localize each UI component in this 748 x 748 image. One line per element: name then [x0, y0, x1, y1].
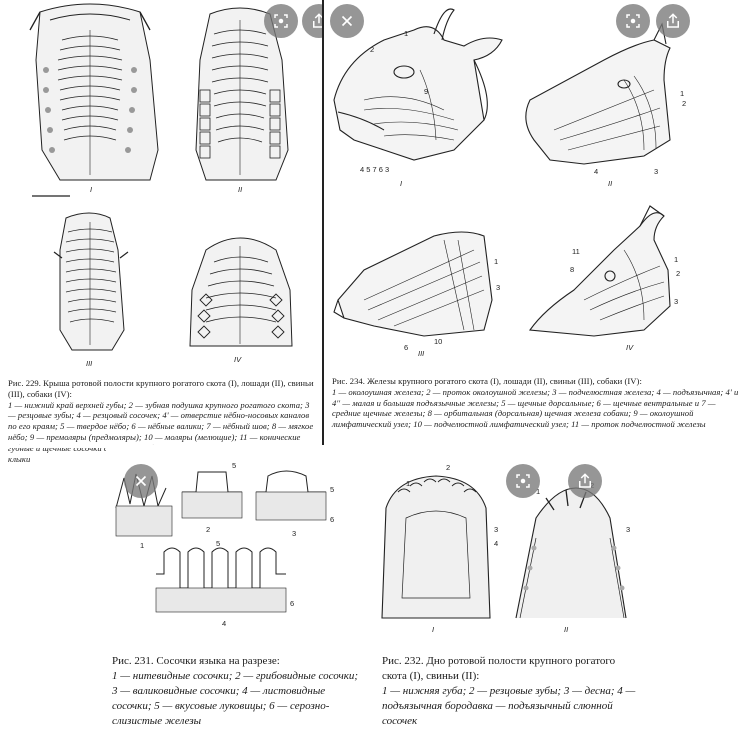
svg-text:II: II: [238, 185, 243, 194]
svg-text:10: 10: [434, 337, 443, 346]
svg-text:2: 2: [676, 269, 681, 278]
svg-text:III: III: [86, 359, 93, 368]
svg-text:3: 3: [654, 167, 659, 176]
lens-search-icon: [624, 12, 642, 30]
figure-231-232-panel[interactable]: [106, 448, 636, 748]
share-button[interactable]: [568, 464, 602, 498]
share-icon: [576, 472, 594, 490]
figure-229-caption-body: 1 — нижний край верхней губы; 2 — зубная подушка крупного рогатого скота; 3 — резцовые зубы; 4 — резцовый сосочек; 4' — отверстие нёбно-носовых каналов по его краям; 5 — твердое нёбо; 6 — нёбные валики; 7 — нёбный шов; 8 — мягкое нёбо; 9 — премоляры (предмоляры); 10 — моляры (мелющие); 11 — конические клыки: [8, 399, 314, 464]
svg-text:3: 3: [494, 525, 499, 534]
figure-232-caption-body: 1 — нижняя губа; 2 — резцовые зубы; 3 — десна; 4 — подъязычная бородавка — подъязычный слюнной сосочек: [382, 685, 636, 727]
figure-231-caption-body: 1 — нитевидные сосочки; 2 — грибовидные сосочки; 3 — валиковидные сосочки; 4 — листовидные сосочки; 5 — вкусовые луковицы; 6 — серозно-слизистые железы: [112, 670, 359, 727]
svg-text:9: 9: [424, 87, 429, 96]
svg-text:4: 4: [222, 619, 227, 628]
svg-text:6: 6: [290, 599, 295, 608]
figure-232-caption-title: Рис. 232. Дно ротовой полости крупного рогатого скота (I), свиньи (II):: [382, 655, 616, 682]
figure-234-caption-body: 1 — околоушная железа; 2 — проток околоушной железы; 3 — подчелюстная железа; 4 — подъязычная; 4' и 4'' — малая и большая подъязычные железы; 5 — щечные дорсальные; 6 — щечные вентральные и 7 — средние щечные железы; 8 — орбитальная (дорсальная) щечная железа собаки; 9 — околоушной лимфатический узел; 10 — подчелюстной лимфатический узел; 11 — проток подчелюстной железы: [332, 386, 739, 430]
figure-234-caption: [332, 376, 744, 430]
share-button[interactable]: [656, 4, 690, 38]
svg-text:IV: IV: [626, 343, 634, 352]
figure-234-panel[interactable]: [324, 0, 748, 445]
svg-text:5: 5: [232, 461, 237, 470]
share-icon: [664, 12, 682, 30]
figure-232-caption: [382, 654, 636, 729]
svg-text:III: III: [418, 349, 425, 358]
svg-text:1: 1: [494, 257, 499, 266]
svg-text:5: 5: [330, 485, 335, 494]
figure-229-caption-title: Рис. 229. Крыша ротовой полости крупного рогатого скота (I), лошади (II), свиньи (III), собаки (IV):: [8, 378, 314, 399]
lens-search-button[interactable]: [264, 4, 298, 38]
figure-231-232-drawing: [106, 448, 636, 654]
figure-231-caption: [112, 654, 362, 729]
svg-text:2: 2: [370, 45, 375, 54]
close-icon: [132, 472, 150, 490]
svg-text:1: 1: [674, 255, 679, 264]
svg-text:1: 1: [140, 541, 145, 550]
svg-text:II: II: [608, 179, 613, 188]
figure-234-caption-title: Рис. 234. Железы крупного рогатого скота (I), лошади (II), свиньи (III), собаки (IV):: [332, 376, 642, 386]
svg-text:8: 8: [570, 265, 575, 274]
svg-text:11: 11: [572, 247, 580, 256]
svg-text:2: 2: [682, 99, 687, 108]
svg-text:3: 3: [626, 525, 631, 534]
svg-text:4 5 7 6 3: 4 5 7 6 3: [360, 165, 390, 174]
svg-text:3: 3: [496, 283, 501, 292]
svg-text:5: 5: [216, 539, 221, 548]
svg-text:I: I: [432, 625, 435, 634]
figure-229-drawing: [0, 0, 322, 378]
svg-text:1: 1: [680, 89, 685, 98]
lens-search-button[interactable]: [616, 4, 650, 38]
svg-text:6: 6: [404, 343, 409, 352]
svg-text:I: I: [400, 179, 403, 188]
svg-text:2: 2: [446, 463, 451, 472]
svg-text:4: 4: [494, 539, 499, 548]
svg-text:IV: IV: [234, 355, 242, 364]
svg-text:3: 3: [674, 297, 679, 306]
svg-text:1: 1: [536, 487, 541, 496]
figure-229-panel[interactable]: [0, 0, 322, 464]
close-button[interactable]: [124, 464, 158, 498]
svg-text:1: 1: [406, 479, 411, 488]
svg-text:6: 6: [330, 515, 335, 524]
svg-text:4: 4: [594, 167, 599, 176]
svg-text:2: 2: [206, 525, 211, 534]
svg-text:3: 3: [292, 529, 297, 538]
svg-text:I: I: [90, 185, 93, 194]
figure-231-caption-title: Рис. 231. Сосочки языка на разрезе:: [112, 655, 280, 667]
figure-234-drawing: [324, 0, 748, 376]
svg-text:1: 1: [404, 29, 409, 38]
svg-text:II: II: [564, 625, 569, 634]
lens-search-button[interactable]: [506, 464, 540, 498]
close-icon: [338, 12, 356, 30]
close-button[interactable]: [330, 4, 364, 38]
lens-search-icon: [514, 472, 532, 490]
lens-search-icon: [272, 12, 290, 30]
